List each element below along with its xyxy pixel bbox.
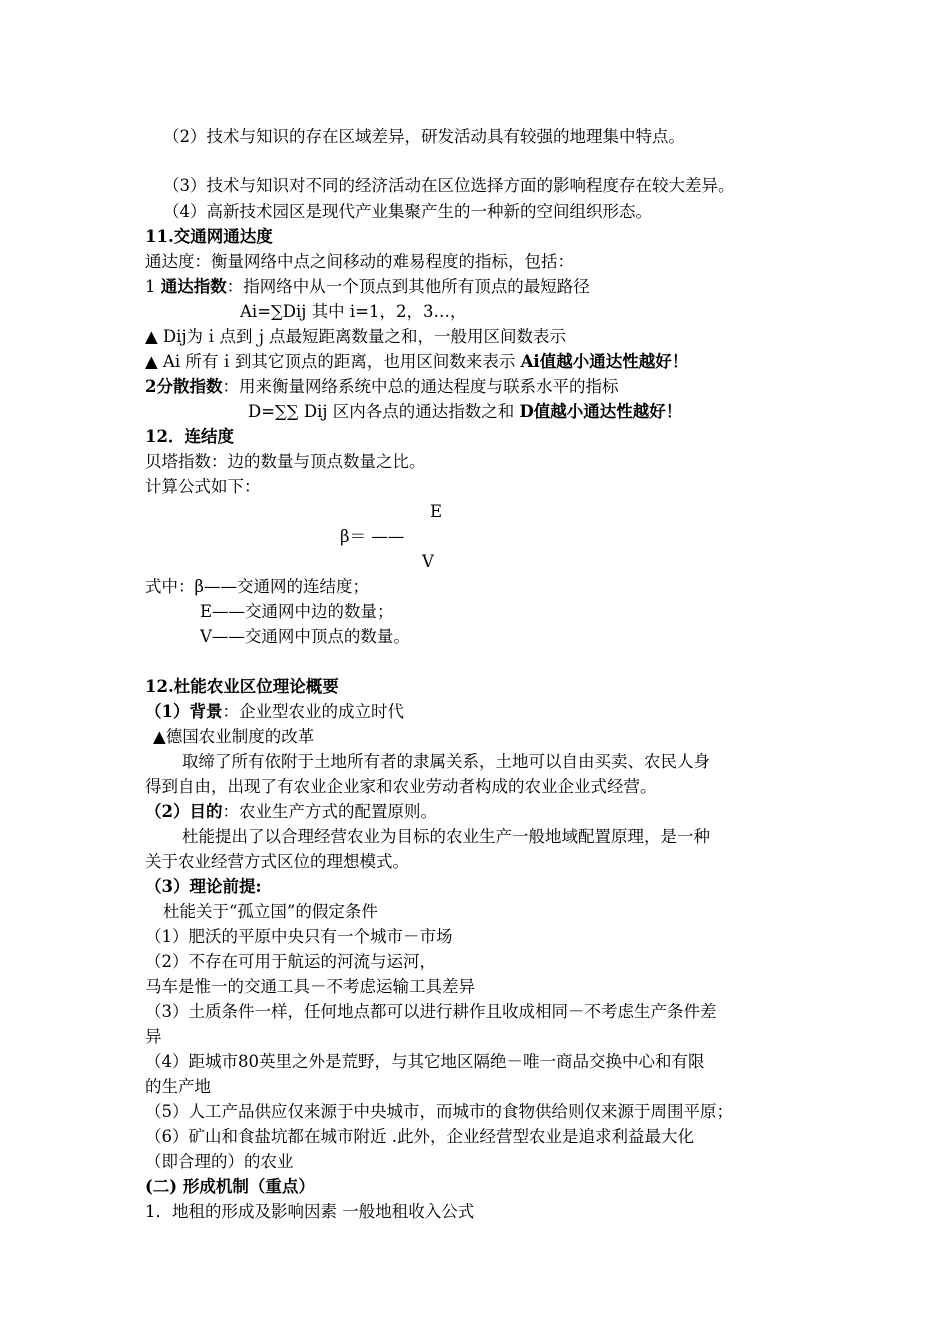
text-line	[145, 375, 618, 399]
text-line: V——交通网中顶点的数量。	[200, 627, 410, 646]
text-line: （2）不存在可用于航运的河流与运河，	[145, 952, 436, 971]
section-heading: 11.交通网通达度	[145, 227, 273, 246]
term-definition: ：企业型农业的成立时代	[222, 702, 404, 721]
text-line: 取缔了所有依附于土地所有者的隶属关系，土地可以自由买卖、农民人身	[182, 752, 710, 771]
term-definition: ：用来衡量网络系统中总的通达程度与联系水平的指标	[222, 377, 619, 396]
text-line: （3）技术与知识对不同的经济活动在区位选择方面的影响程度存在较大差异。	[163, 176, 735, 195]
term-bold: 2分散指数	[145, 377, 223, 396]
term-bold: 通达指数	[160, 277, 227, 296]
text-line: 马车是惟一的交通工具－不考虑运输工具差异	[145, 977, 475, 996]
text-line: 关于农业经营方式区位的理想模式。	[145, 852, 409, 871]
text-line: （3）土质条件一样，任何地点都可以进行耕作且收成相同－不考虑生产条件差	[145, 1002, 717, 1021]
formula-denominator: V	[422, 552, 434, 571]
text-line: （1）肥沃的平原中央只有一个城市－市场	[145, 927, 453, 946]
subsection-heading: （3）理论前提:	[145, 877, 262, 896]
formula-line: Ai=∑Dij 其中 i=1，2，3…，	[240, 302, 467, 321]
text-line	[145, 800, 437, 824]
text-line: 得到自由，出现了有农业企业家和农业劳动者构成的农业企业式经营。	[145, 777, 657, 796]
text-line: 计算公式如下：	[145, 477, 261, 496]
term-bold: （1）背景	[145, 702, 223, 721]
text-line: （5）人工产品供应仅来源于中央城市，而城市的食物供给则仅来源于周围平原；	[145, 1102, 733, 1121]
text-line: 贝塔指数：边的数量与顶点数量之比。	[145, 452, 426, 471]
text-line: （6）矿山和食盐坑都在城市附近 .此外，企业经营型农业是追求利益最大化	[145, 1127, 694, 1146]
text-line: 通达度：衡量网络中点之间移动的难易程度的指标，包括：	[145, 252, 574, 271]
emphasis-bold: Ai值越小通达性越好！	[520, 352, 689, 371]
text-line: （4）距城市80英里之外是荒野，与其它地区隔绝－唯一商品交换中心和有限	[145, 1052, 705, 1071]
text-line	[145, 700, 404, 724]
formula-line	[248, 400, 682, 424]
list-number: 1	[145, 277, 156, 296]
text-line: （即合理的）的农业	[145, 1152, 294, 1171]
text-line: ▲ Dij为ｉ点到ｊ点最短距离数量之和，一般用区间数表示	[145, 327, 567, 346]
text-line	[145, 350, 688, 374]
formula-fraction: β＝ ——	[340, 527, 405, 546]
text-line: ▲德国农业制度的改革	[153, 727, 315, 746]
term-definition: ：指网络中从一个顶点到其他所有顶点的最短路径	[226, 277, 590, 296]
term-bold: （2）目的	[145, 802, 223, 821]
text-segment: ▲ Ai 所有ｉ到其它顶点的距离，也用区间数来表示	[145, 352, 516, 371]
text-line: （4）高新技术园区是现代产业集聚产生的一种新的空间组织形态。	[163, 202, 652, 221]
section-heading: (二) 形成机制（重点）	[145, 1177, 315, 1196]
text-segment: D=∑∑ Dij 区内各点的通达指数之和	[248, 402, 515, 421]
text-line: 式中：β——交通网的连结度；	[145, 577, 370, 596]
text-line: 异	[145, 1027, 162, 1046]
text-line: 的生产地	[145, 1077, 211, 1096]
text-line	[145, 275, 590, 299]
section-heading: 12.杜能农业区位理论概要	[145, 677, 339, 696]
text-line: （2）技术与知识的存在区域差异，研发活动具有较强的地理集中特点。	[163, 127, 685, 146]
section-heading: 12．连结度	[145, 427, 234, 446]
formula-numerator: E	[430, 502, 443, 521]
text-line: E——交通网中边的数量；	[200, 602, 394, 621]
term-definition: ：农业生产方式的配置原则。	[222, 802, 437, 821]
text-line: 杜能提出了以合理经营农业为目标的农业生产一般地域配置原理，是一种	[182, 827, 710, 846]
text-line: 杜能关于“孤立国”的假定条件	[163, 902, 378, 921]
emphasis-bold: D值越小通达性越好！	[519, 402, 683, 421]
text-line: 1．地租的形成及影响因素 一般地租收入公式	[145, 1202, 475, 1221]
